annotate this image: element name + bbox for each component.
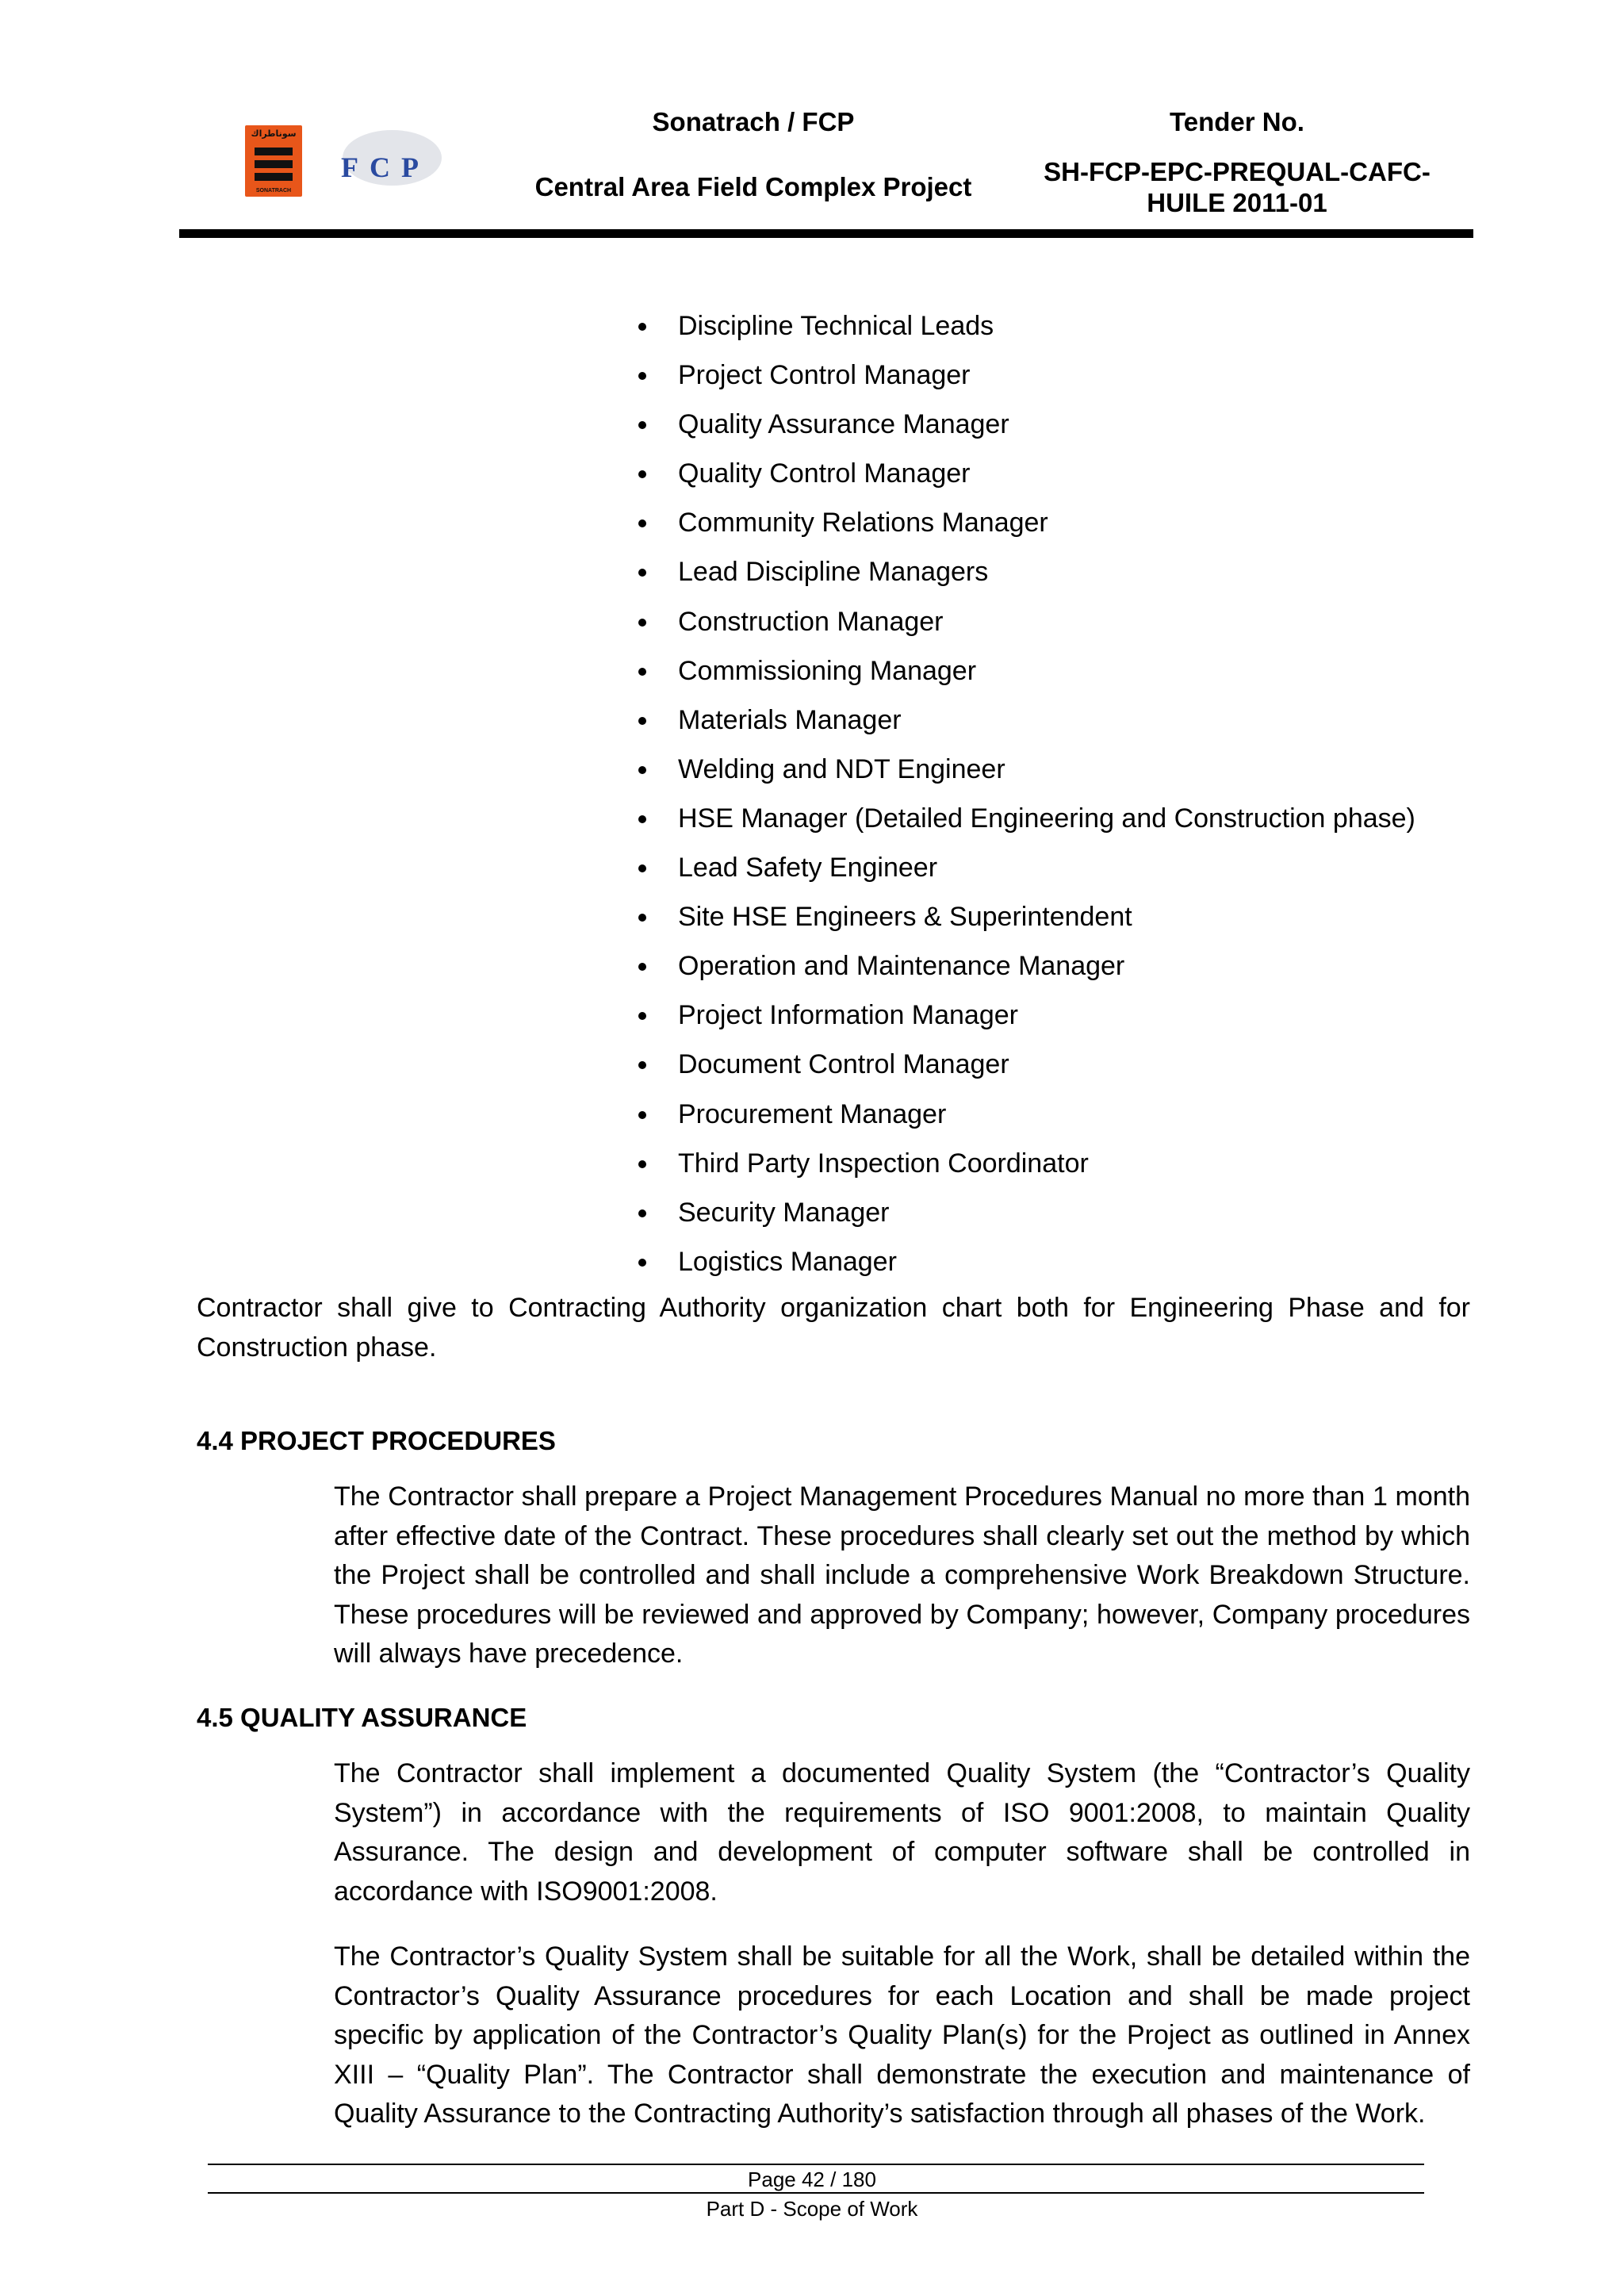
footer-rule-top [208,2164,1424,2165]
sonatrach-logo-arabic-text: سوناطراك [251,129,297,139]
sonatrach-logo [245,125,302,197]
sonatrach-logo-caption: SONATRACH [255,188,292,194]
header-tender-number-line1: SH-FCP-EPC-PREQUAL-CAFC- [1044,157,1431,186]
list-item: Procurement Manager [638,1090,1415,1139]
header-project: Central Area Field Complex Project [534,172,972,201]
list-item: Security Manager [638,1188,1415,1237]
list-item: Site HSE Engineers & Superintendent [638,892,1415,941]
header-tender-number-line2: HUILE 2011-01 [1147,188,1327,217]
list-item: Operation and Maintenance Manager [638,941,1415,991]
header-rule [179,229,1473,238]
list-item: Third Party Inspection Coordinator [638,1139,1415,1188]
header-company: Sonatrach / FCP [652,107,855,136]
list-item: Logistics Manager [638,1237,1415,1286]
personnel-bullet-list [638,301,1415,1286]
header-tender-label: Tender No. [1170,107,1304,136]
fcp-logo-text: FCP [341,151,430,183]
section-4-5-paragraph-1: The Contractor shall implement a documented Quality System (the “Contractor’s Quality System”) in accordance with the requirements of ISO 9001:2008, to maintain Quality Assurance. The design and development of computer software shall be controlled in accordance with ISO9001:2008. [334,1758,1470,1907]
list-item: Quality Assurance Manager [638,400,1415,449]
list-item: Construction Manager [638,597,1415,646]
list-item: Document Control Manager [638,1040,1415,1089]
footer-part: Part D - Scope of Work [706,2197,918,2221]
list-item: Community Relations Manager [638,498,1415,547]
section-4-4-heading: 4.4 PROJECT PROCEDURES [197,1426,556,1455]
list-item: Discipline Technical Leads [638,301,1415,351]
list-item: Materials Manager [638,696,1415,745]
section-4-5-paragraph-2: The Contractor’s Quality System shall be suitable for all the Work, shall be detailed within the Contractor’s Quality Assurance procedures for each Location and shall be made project specific by application of the Contractor’s Quality Plan(s) for the Project as outlined in Annex XIII – “Quality Plan”. The Contractor shall demonstrate the execution and maintenance of Quality Assurance to the Contracting Authority’s satisfaction through all phases of the Work. [334,1941,1470,2129]
org-chart-paragraph: Contractor shall give to Contracting Authority organization chart both for Engineering Phase and for Construction phase. [197,1293,1470,1363]
list-item: Quality Control Manager [638,449,1415,498]
list-item: HSE Manager (Detailed Engineering and Construction phase) [638,794,1415,843]
list-item: Commissioning Manager [638,646,1415,696]
list-item: Lead Discipline Managers [638,547,1415,596]
section-4-5-heading: 4.5 QUALITY ASSURANCE [197,1703,527,1732]
list-item: Project Control Manager [638,351,1415,400]
section-4-4-paragraph: The Contractor shall prepare a Project Management Procedures Manual no more than 1 month after effective date of the Contract. These procedures shall clearly set out the method by which the Project shall be controlled and shall include a comprehensive Work Breakdown Structure. These procedures will be reviewed and approved by Company; however, Company procedures will always have precedence. [334,1481,1470,1669]
fcp-logo [327,125,454,197]
footer-rule-bottom [208,2192,1424,2194]
footer-page-number: Page 42 / 180 [748,2168,876,2191]
list-item: Welding and NDT Engineer [638,745,1415,794]
list-item: Lead Safety Engineer [638,843,1415,892]
list-item: Project Information Manager [638,991,1415,1040]
